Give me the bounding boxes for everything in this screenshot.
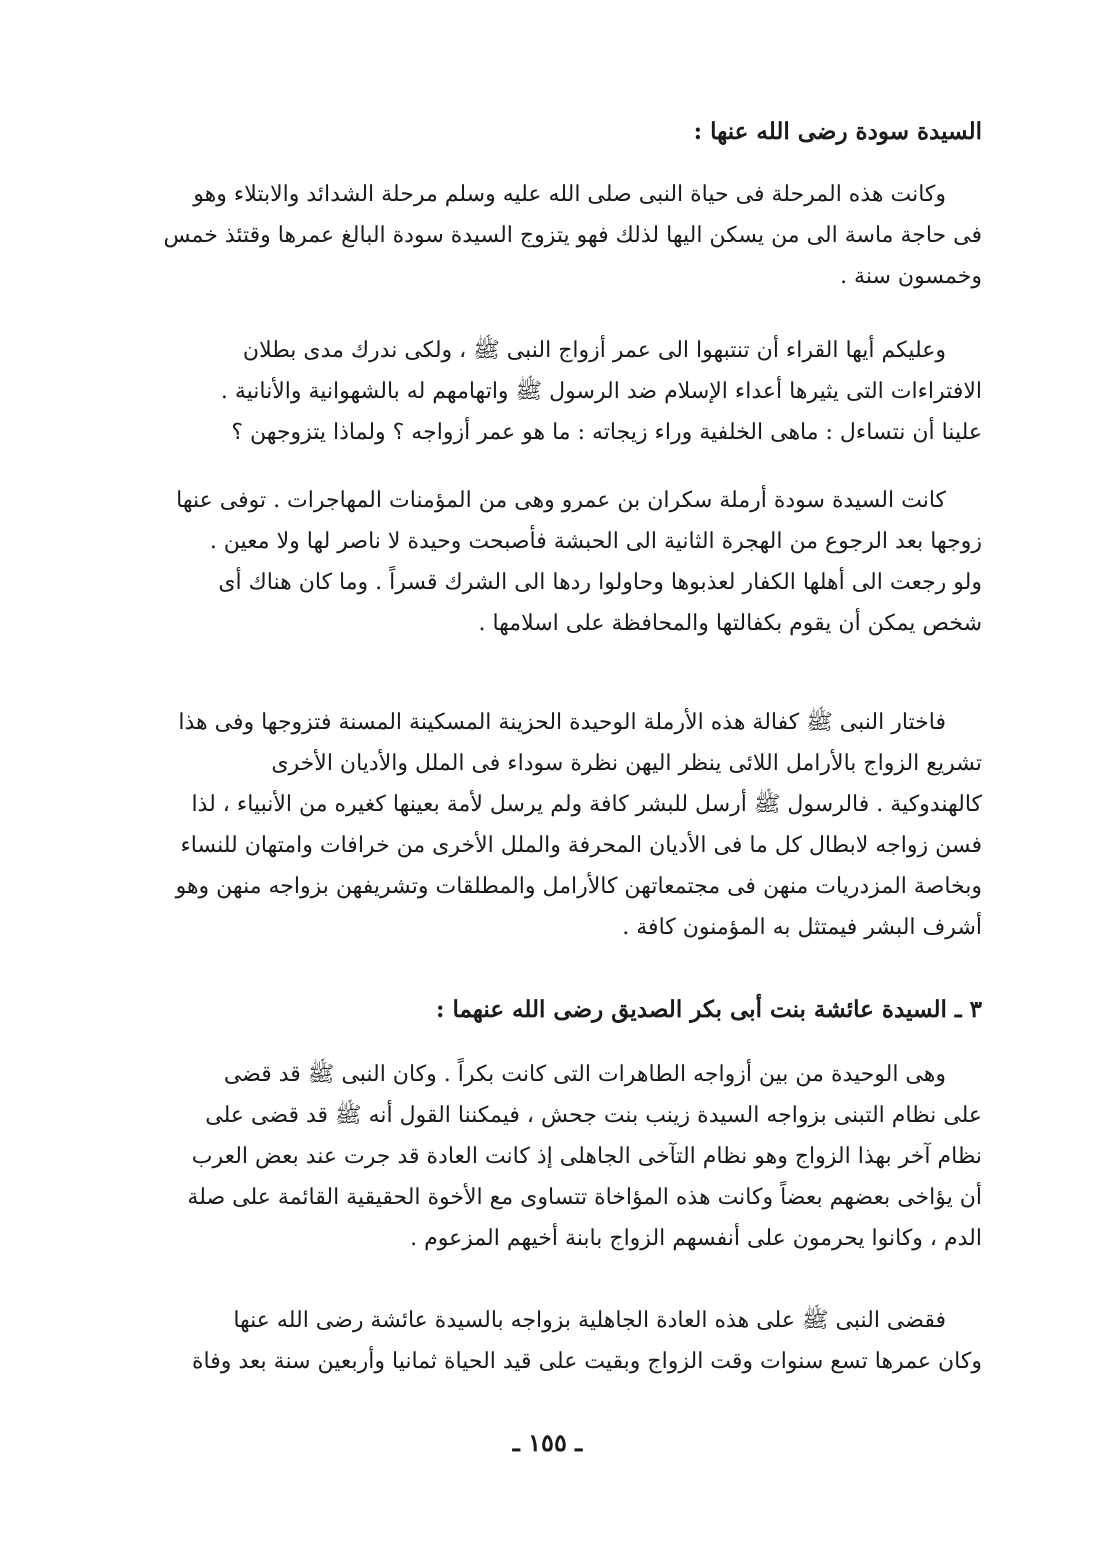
document-page [120,0,982,1554]
paragraph-2 [120,330,982,453]
text-line: فى حاجة ماسة الى من يسكن اليها لذلك فهو يتزوج السيدة سودة البالغ عمرها وقتئذ خمس [163,223,982,248]
page-number: ـ ١٥٥ ـ [512,1428,583,1457]
text-line: وهى الوحيدة من بين أزواجه الطاهرات التى كانت بكراً . وكان النبى ﷺ قد قضى [223,1062,946,1087]
text-line: زوجها بعد الرجوع من الهجرة الثانية الى الحبشة فأصبحت وحيدة لا ناصر لها ولا معين . [209,529,982,554]
paragraph-4 [120,702,982,948]
text-line: كانت السيدة سودة أرملة سكران بن عمرو وهى من المؤمنات المهاجرات . توفى عنها [176,488,946,513]
text-line: فقضى النبى ﷺ على هذه العادة الجاهلية بزواجه بالسيدة عائشة رضى الله عنها [233,1308,946,1333]
text-line: أشرف البشر فيمتثل به المؤمنون كافة . [622,915,982,940]
paragraph-1 [120,174,982,297]
text-line: كالهندوكية . فالرسول ﷺ أرسل للبشر كافة ولم يرسل لأمة بعينها كغيره من الأنبياء ، لذا [191,792,982,817]
text-line: وعليكم أيها القراء أن تنتبهوا الى عمر أزواج النبى ﷺ ، ولكى ندرك مدى بطلان [242,338,946,363]
section-heading-aisha: ٣ ـ السيدة عائشة بنت أبى بكر الصديق رضى الله عنهما : [435,996,982,1023]
text-line: وبخاصة المزدريات منهن فى مجتمعاتهن كالأرامل والمطلقات وتشريفهن بزواجه منهن وهو [175,874,982,899]
text-line: على نظام التبنى بزواجه السيدة زينب بنت جحش ، فيمكننا القول أنه ﷺ قد قضى على [205,1103,982,1128]
paragraph-3 [120,480,982,644]
text-line: تشريع الزواج بالأرامل اللائى ينظر اليهن نظرة سوداء فى الملل والأديان الأخرى [271,751,982,776]
text-line: فاختار النبى ﷺ كفالة هذه الأرملة الوحيدة الحزينة المسكينة المسنة فتزوجها وفى هذا [178,710,946,735]
section-heading-sawda: السيدة سودة رضى الله عنها : [693,118,982,145]
text-line: أن يؤاخى بعضهم بعضاً وكانت هذه المؤاخاة تتساوى مع الأخوة الحقيقية القائمة على صلة [187,1185,982,1210]
text-line: وكان عمرها تسع سنوات وقت الزواج وبقيت على قيد الحياة ثمانيا وأربعين سنة بعد وفاة [192,1349,982,1374]
text-line: ولو رجعت الى أهلها الكفار لعذبوها وحاولوا ردها الى الشرك قسراً . وما كان هناك أى [218,570,982,595]
text-line: وخمسون سنة . [840,264,982,289]
paragraph-5 [120,1054,982,1259]
text-line: الدم ، وكانوا يحرمون على أنفسهم الزواج بابنة أخيهم المزعوم . [410,1226,982,1251]
text-line: الافتراءات التى يثيرها أعداء الإسلام ضد الرسول ﷺ واتهامهم له بالشهوانية والأنانية . [220,379,982,404]
text-line: فسن زواجه لابطال كل ما فى الأديان المحرفة والملل الأخرى من خرافات وامتهان للنساء [180,833,982,858]
text-line: شخص يمكن أن يقوم بكفالتها والمحافظة على اسلامها . [478,611,982,636]
text-line: نظام آخر بهذا الزواج وهو نظام التآخى الجاهلى إذ كانت العادة قد جرت عند بعض العرب [191,1144,982,1169]
text-line: وكانت هذه المرحلة فى حياة النبى صلى الله عليه وسلم مرحلة الشدائد والابتلاء وهو [193,182,946,207]
paragraph-6 [120,1300,982,1382]
text-line: علينا أن نتساءل : ماهى الخلفية وراء زيجاته : ما هو عمر أزواجه ؟ ولماذا يتزوجهن ؟ [231,420,982,445]
